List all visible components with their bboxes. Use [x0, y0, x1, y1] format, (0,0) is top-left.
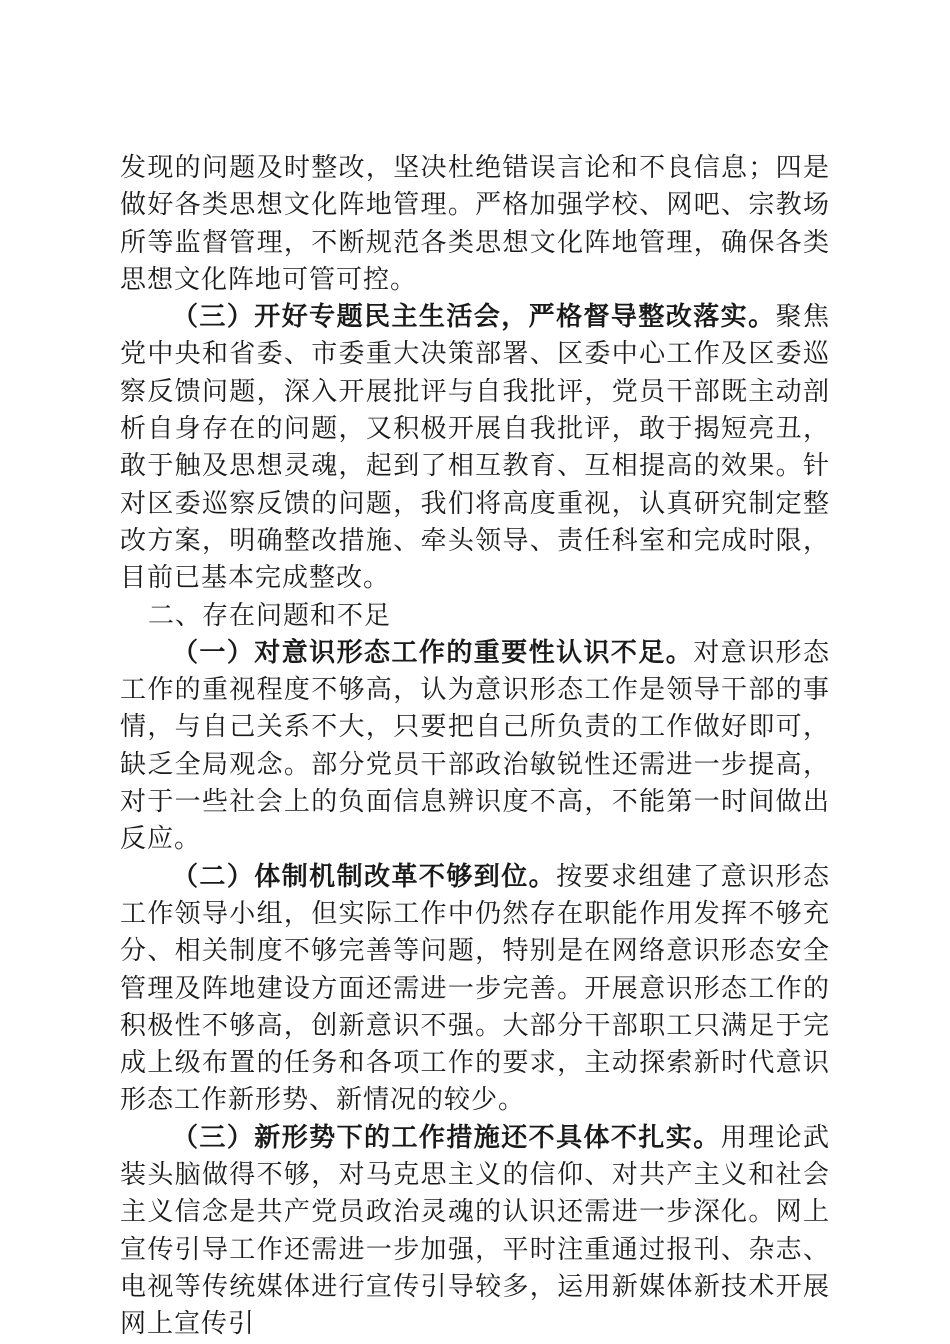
paragraph-lead: （二）体制机制改革不够到位。 [172, 861, 557, 892]
paragraph-issue-1 [120, 635, 830, 859]
paragraph-issue-2 [120, 859, 830, 1120]
paragraph-body: 用理论武装头脑做得不够，对马克思主义的信仰、对共产主义和社会主义信念是共产党员政治灵魂的认识还需进一步深化。网上宣传引导工作还需进一步加强，平时注重通过报刊、杂志、电视等传统媒体进行宣传引导较多，运用新媒体新技术开展网上宣传引 [120, 1122, 830, 1340]
paragraph-body: 对意识形态工作的重视程度不够高，认为意识形态工作是领导干部的事情，与自己关系不大，只要把自己所负责的工作做好即可，缺乏全局观念。部分党员干部政治敏锐性还需进一步提高，对于一些社会上的负面信息辨识度不高，不能第一时间做出反应。 [120, 637, 830, 855]
paragraph-lead: （三）新形势下的工作措施还不具体不扎实。 [172, 1122, 721, 1153]
paragraph-democratic-life-meeting [120, 299, 830, 597]
paragraph-lead: （三）开好专题民主生活会，严格督导整改落实。 [172, 302, 776, 333]
section-heading: 二、存在问题和不足 [148, 600, 392, 631]
paragraph-lead: （一）对意识形态工作的重要性认识不足。 [172, 637, 694, 668]
paragraph-body: 发现的问题及时整改，坚决杜绝错误言论和不良信息；四是做好各类思想文化阵地管理。严格加强学校、网吧、宗教场所等监督管理，不断规范各类思想文化阵地管理，确保各类思想文化阵地可管可控。 [120, 153, 830, 295]
paragraph-body: 按要求组建了意识形态工作领导小组，但实际工作中仍然存在职能作用发挥不够充分、相关制度不够完善等问题，特别是在网络意识形态安全管理及阵地建设方面还需进一步完善。开展意识形态工作的积极性不够高，创新意识不强。大部分干部职工只满足于完成上级布置的任务和各项工作的要求，主动探索新时代意识形态工作新形势、新情况的较少。 [120, 861, 830, 1116]
paragraph-body: 聚焦党中央和省委、市委重大决策部署、区委中心工作及区委巡察反馈问题，深入开展批评与自我批评，党员干部既主动剖析自身存在的问题，又积极开展自我批评，敢于揭短亮丑，敢于触及思想灵魂，起到了相互教育、互相提高的效果。针对区委巡察反馈的问题，我们将高度重视，认真研究制定整改方案，明确整改措施、牵头领导、责任科室和完成时限，目前已基本完成整改。 [120, 302, 830, 594]
paragraph-issue-3 [120, 1120, 830, 1344]
paragraph-continuation [120, 150, 830, 299]
document-page [120, 150, 830, 1344]
